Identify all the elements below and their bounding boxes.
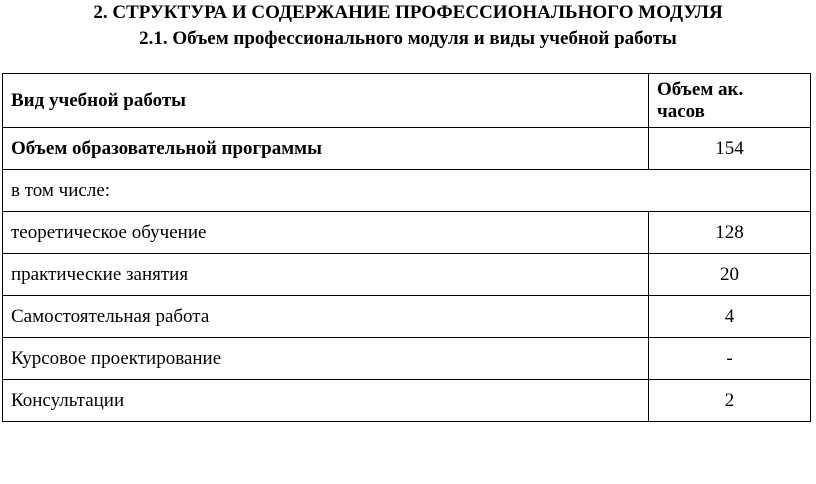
- row-value: -: [649, 338, 811, 380]
- section-title: 2. СТРУКТУРА И СОДЕРЖАНИЕ ПРОФЕССИОНАЛЬНОГО МОДУЛЯ: [93, 2, 723, 23]
- workload-table: [2, 73, 811, 422]
- row-value: 4: [649, 296, 811, 338]
- row-label-merged: в том числе:: [3, 170, 811, 212]
- row-label: практические занятия: [3, 254, 649, 296]
- table-row: [3, 338, 811, 380]
- row-label: теоретическое обучение: [3, 212, 649, 254]
- row-label: Курсовое проектирование: [3, 338, 649, 380]
- section-subtitle: 2.1. Объем профессионального модуля и виды учебной работы: [139, 28, 677, 49]
- row-value: 128: [649, 212, 811, 254]
- header-cell-hours: [649, 74, 811, 128]
- row-label: Консультации: [3, 380, 649, 422]
- row-value: 20: [649, 254, 811, 296]
- header-hours-line2: часов: [657, 100, 705, 122]
- row-label: Объем образовательной программы: [3, 128, 649, 170]
- row-value: 2: [649, 380, 811, 422]
- table-header-row: [3, 74, 811, 128]
- table-row: [3, 296, 811, 338]
- table-row: [3, 170, 811, 212]
- row-label: Самостоятельная работа: [3, 296, 649, 338]
- table-row: [3, 380, 811, 422]
- table-row: [3, 128, 811, 170]
- header-hours-line1: Объем ак.: [657, 78, 744, 100]
- header-cell-activity: Вид учебной работы: [3, 74, 649, 128]
- row-value: 154: [649, 128, 811, 170]
- table-row: [3, 254, 811, 296]
- table-row: [3, 212, 811, 254]
